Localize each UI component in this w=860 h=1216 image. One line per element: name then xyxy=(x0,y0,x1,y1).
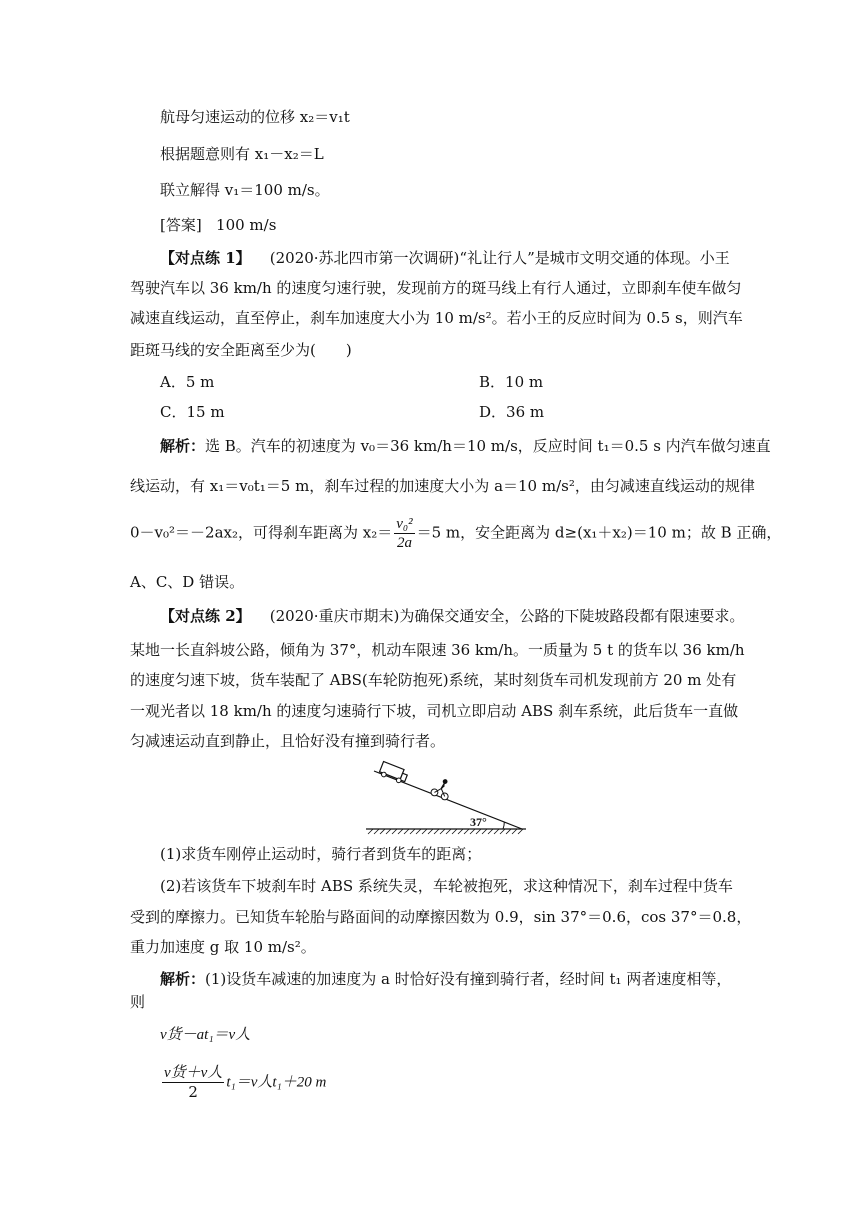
equation-2-rest: t₁＝v人t₁＋20 m xyxy=(226,1074,327,1091)
exercise1-analysis-2: 线运动，有 x₁＝v₀t₁＝5 m，刹车过程的加速度大小为 a＝10 m/s²，由匀减速直线运动的规律 xyxy=(130,477,755,495)
exercise1-analysis-text-1: 选 B。汽车的初速度为 v₀＝36 km/h＝10 m/s，反应时间 t₁＝0.5 s 内汽车做匀速直 xyxy=(205,437,771,455)
angle-arc xyxy=(503,822,504,829)
exercise1-analysis-1 xyxy=(160,436,771,456)
ground-hatching xyxy=(368,829,523,834)
exercise1-analysis-3 xyxy=(130,515,781,552)
answer-line xyxy=(160,215,276,235)
equation-2-numerator: v货＋v人 xyxy=(164,1065,223,1081)
exercise2-stem-5: 匀减速运动直到静止，且恰好没有撞到骑行者。 xyxy=(130,732,446,750)
truck-icon xyxy=(378,762,408,785)
solution-line-2: 根据题意则有 x₁－x₂＝L xyxy=(160,145,324,163)
exercise2-question-2-line-1: (2)若该货车下坡刹车时 ABS 系统失灵，车轮被抱死，求这种情况下，刹车过程中货车 xyxy=(160,877,733,895)
exercise2-first-line xyxy=(160,606,744,626)
equation-2-fraction xyxy=(162,1064,224,1101)
exercise2-stem-1: 为确保交通安全，公路的下陡坡路段都有限速要求。 xyxy=(399,607,745,625)
exercise2-source: (2020·重庆市期末) xyxy=(269,607,400,625)
exercise1-tag: 【对点练 1】 xyxy=(160,249,251,267)
equation-2 xyxy=(160,1064,326,1101)
exercise2-tag: 【对点练 2】 xyxy=(160,607,251,625)
equation-1: v货－at₁＝v人 xyxy=(160,1027,251,1043)
exercise2-analysis-text-1: (1)设货车减速的加速度为 a 时恰好没有撞到骑行者，经时间 t₁ 两者速度相等， xyxy=(205,970,732,988)
equation-2-denominator: 2 xyxy=(188,1083,198,1101)
answer-value: 100 m/s xyxy=(216,216,277,234)
exercise1-stem-2: 驾驶汽车以 36 km/h 的速度匀速行驶，发现前方的斑马线上有行人通过，立即刹车使车做匀 xyxy=(130,279,742,297)
solution-line-3: 联立解得 v₁＝100 m/s。 xyxy=(160,181,330,199)
exercise1-stem-3: 减速直线运动，直至停止，刹车加速度大小为 10 m/s²。若小王的反应时间为 0.5 s，则汽车 xyxy=(130,309,743,327)
exercise2-analysis-1 xyxy=(160,969,731,989)
angle-label: 37° xyxy=(470,815,487,829)
exercise2-analysis-2: 则 xyxy=(130,993,146,1011)
exercise1-source: (2020·苏北四市第一次调研) xyxy=(269,249,460,267)
exercise1-analysis-3b: ＝5 m，安全距离为 d≥(x₁＋x₂)＝10 m；故 B 正确， xyxy=(416,523,782,542)
exercise1-option-a: A．5 m xyxy=(160,373,215,391)
cyclist-icon xyxy=(430,776,454,801)
exercise2-question-1: (1)求货车刚停止运动时，骑行者到货车的距离； xyxy=(160,845,482,863)
incline-figure xyxy=(360,758,530,836)
answer-label: [答案] xyxy=(160,216,202,234)
exercise2-stem-4: 一观光者以 18 km/h 的速度匀速骑行下坡，司机立即启动 ABS 刹车系统，此后货车一直做 xyxy=(130,702,739,720)
exercise1-analysis-3a: 0－v₀²＝－2ax₂，可得刹车距离为 x₂＝ xyxy=(130,523,393,542)
exercise2-analysis-label: 解析： xyxy=(160,970,206,988)
solution-line-1: 航母匀速运动的位移 x₂＝v₁t xyxy=(160,108,350,126)
exercise1-first-line xyxy=(160,248,730,268)
fraction-numerator: v₀² xyxy=(396,516,413,532)
exercise2-stem-2: 某地一长直斜坡公路，倾角为 37°，机动车限速 36 km/h。一质量为 5 t 的货车以 36 km/h xyxy=(130,641,745,659)
exercise1-stem-4: 距斑马线的安全距离至少为( ) xyxy=(130,341,352,359)
exercise1-option-c: C．15 m xyxy=(160,403,225,421)
exercise1-analysis-4: A、C、D 错误。 xyxy=(130,573,245,591)
exercise2-question-2-line-2: 受到的摩擦力。已知货车轮胎与路面间的动摩擦因数为 0.9，sin 37°＝0.6，cos 37°＝0.8， xyxy=(130,908,752,926)
exercise2-stem-3: 的速度匀速下坡，货车装配了 ABS(车轮防抱死)系统，某时刻货车司机发现前方 20 m 处有 xyxy=(130,671,737,689)
distance-fraction xyxy=(394,515,414,552)
fraction-denominator: 2a xyxy=(396,535,412,551)
exercise1-option-b: B．10 m xyxy=(479,373,544,391)
exercise1-option-d: D．36 m xyxy=(479,403,545,421)
exercise1-stem-1: “礼让行人”是城市文明交通的体现。小王 xyxy=(459,249,730,267)
exercise1-analysis-label: 解析： xyxy=(160,437,206,455)
exercise2-question-2-line-3: 重力加速度 g 取 10 m/s²。 xyxy=(130,938,316,956)
